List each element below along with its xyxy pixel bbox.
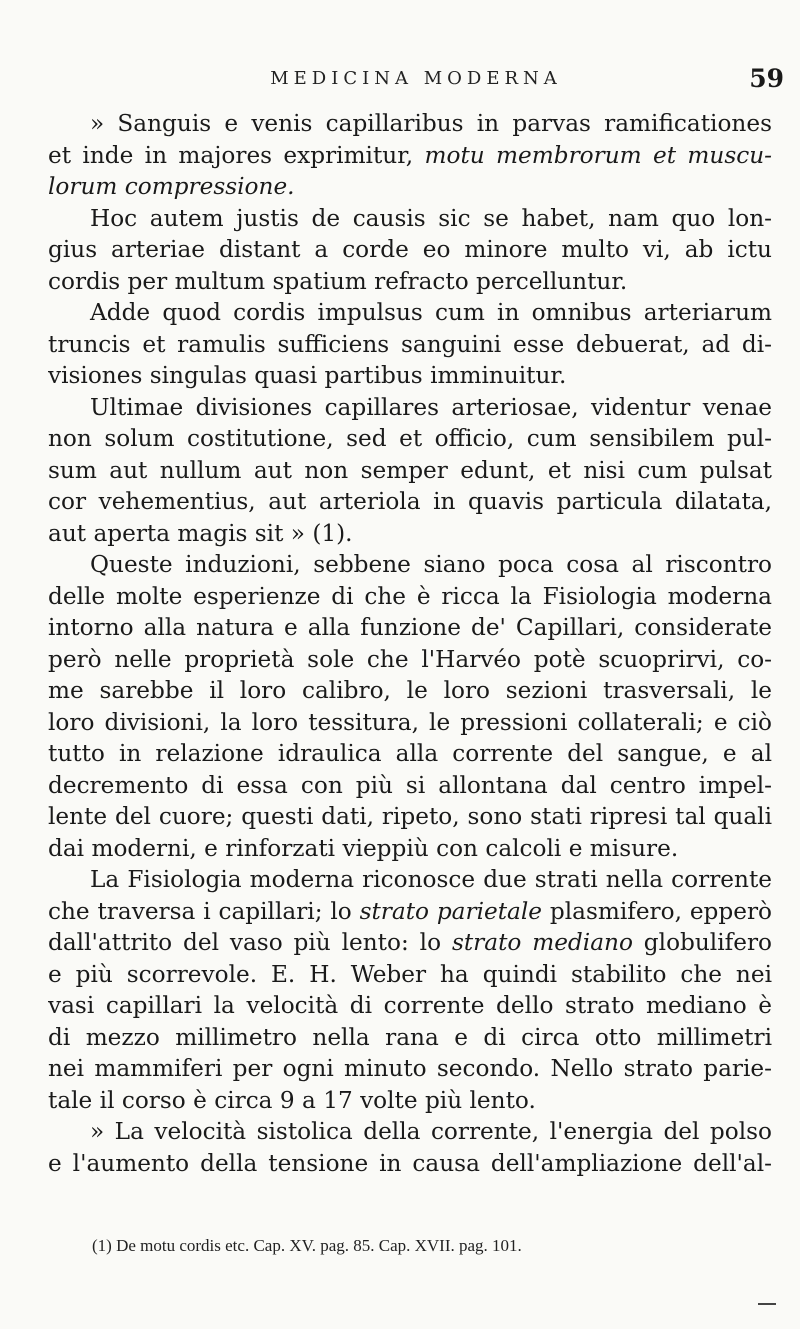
text-line [48, 1022, 772, 1054]
text-run: truncis et ramulis sufficiens sanguini esse debuerat, ad di- [48, 330, 772, 358]
page-header [48, 64, 784, 100]
text-line [48, 927, 772, 959]
text-run: non solum costitutione, sed et officio, cum sensibilem pul- [48, 425, 772, 452]
text-run: loro divisioni, la loro tessitura, le pressioni collaterali; e ciò [48, 708, 772, 736]
text-line [48, 707, 772, 739]
text-run: Hoc autem justis de causis sic se habet, nam quo lon- [90, 204, 772, 232]
text-run: tutto in relazione idraulica alla corrente del sangue, e al [48, 740, 772, 767]
footnote: (1) De motu cordis etc. Cap. XV. pag. 85. Cap. XVII. pag. 101. [92, 1236, 522, 1255]
text-line [48, 108, 772, 140]
text-line [48, 675, 772, 707]
text-run: di mezzo millimetro nella rana e di circa otto millimetri [48, 1023, 772, 1051]
text-line [48, 581, 772, 613]
text-run: visiones singulas quasi partibus imminuitur. [48, 362, 567, 389]
text-run: e l'aumento della tensione in causa dell'ampliazione dell'al- [48, 1149, 772, 1177]
text-run: Queste induzioni, sebbene siano poca cosa al riscontro [90, 551, 772, 578]
text-run: e più scorrevole. E. H. Weber ha quindi stabilito che nei [48, 960, 772, 988]
text-run: gius arteriae distant a corde eo minore multo vi, ab ictu [48, 236, 772, 263]
text-line [48, 1085, 772, 1117]
text-line [48, 990, 772, 1022]
text-line [48, 1053, 772, 1085]
text-run: globulifero [632, 929, 772, 956]
italic-text: motu membrorum et muscu- [424, 141, 772, 169]
text-run: dai moderni, e rinforzati vieppiù con calcoli e misure. [48, 834, 679, 862]
text-line [48, 959, 772, 991]
text-run: aut aperta magis sit » (1). [48, 519, 353, 547]
text-line [48, 896, 772, 928]
text-line [48, 329, 772, 361]
text-line [48, 455, 772, 487]
text-line [48, 738, 772, 770]
text-line [48, 203, 772, 235]
italic-text: strato mediano [451, 929, 633, 956]
text-line [48, 392, 772, 424]
text-run: sum aut nullum aut non semper edunt, et nisi cum pulsat [48, 456, 772, 484]
text-line [48, 1116, 772, 1148]
text-line [48, 770, 772, 802]
text-run: lente del cuore; questi dati, ripeto, sono stati ripresi tal quali [48, 803, 772, 830]
text-run: nei mammiferi per ogni minuto secondo. Nello strato parie- [48, 1055, 772, 1082]
text-run: La Fisiologia moderna riconosce due strati nella corrente [90, 866, 772, 893]
text-run: me sarebbe il loro calibro, le loro sezioni trasversali, le [48, 677, 772, 704]
body-text [48, 108, 772, 1179]
text-run: che traversa i capillari; lo [48, 897, 360, 925]
text-run: intorno alla natura e alla funzione de' Capillari, considerate [48, 614, 772, 641]
italic-text: lorum compressione. [48, 173, 295, 200]
page-number: 59 [749, 64, 784, 93]
text-line [48, 644, 772, 676]
text-run: però nelle proprietà sole che l'Harvéo potè scuoprirvi, co- [48, 645, 772, 673]
text-line [48, 801, 772, 833]
text-line [48, 864, 772, 896]
text-run: » La velocità sistolica della corrente, l'energia del polso [90, 1118, 772, 1145]
text-line [48, 518, 772, 550]
running-head: MEDICINA MODERNA [270, 68, 562, 89]
text-run: delle molte esperienze di che è ricca la Fisiologia moderna [48, 582, 772, 610]
text-line [48, 171, 772, 203]
text-line [48, 140, 772, 172]
text-line [48, 266, 772, 298]
text-line [48, 360, 772, 392]
text-run: cordis per multum spatium refracto percelluntur. [48, 267, 628, 295]
text-run: decremento di essa con più si allontana dal centro impel- [48, 771, 772, 799]
text-line [48, 297, 772, 329]
text-line [48, 1148, 772, 1180]
text-run: dall'attrito del vaso più lento: lo [48, 929, 452, 956]
text-line [48, 833, 772, 865]
text-run: » Sanguis e venis capillaribus in parvas ramificationes [90, 110, 772, 137]
text-line [48, 234, 772, 266]
text-run: plasmifero, epperò [542, 897, 772, 925]
text-line [48, 423, 772, 455]
text-run: et inde in majores exprimitur, [48, 141, 425, 169]
text-line [48, 486, 772, 518]
text-run: vasi capillari la velocità di corrente dello strato mediano è [48, 992, 772, 1019]
text-run: Adde quod cordis impulsus cum in omnibus arteriarum [90, 299, 772, 326]
text-line [48, 549, 772, 581]
text-run: Ultimae divisiones capillares arteriosae, videntur venae [90, 393, 772, 421]
text-run: cor vehementius, aut arteriola in quavis particula dilatata, [48, 488, 772, 515]
text-line [48, 612, 772, 644]
text-run: tale il corso è circa 9 a 17 volte più lento. [48, 1086, 536, 1114]
italic-text: strato parietale [359, 897, 543, 925]
margin-dash-mark [758, 1303, 776, 1305]
